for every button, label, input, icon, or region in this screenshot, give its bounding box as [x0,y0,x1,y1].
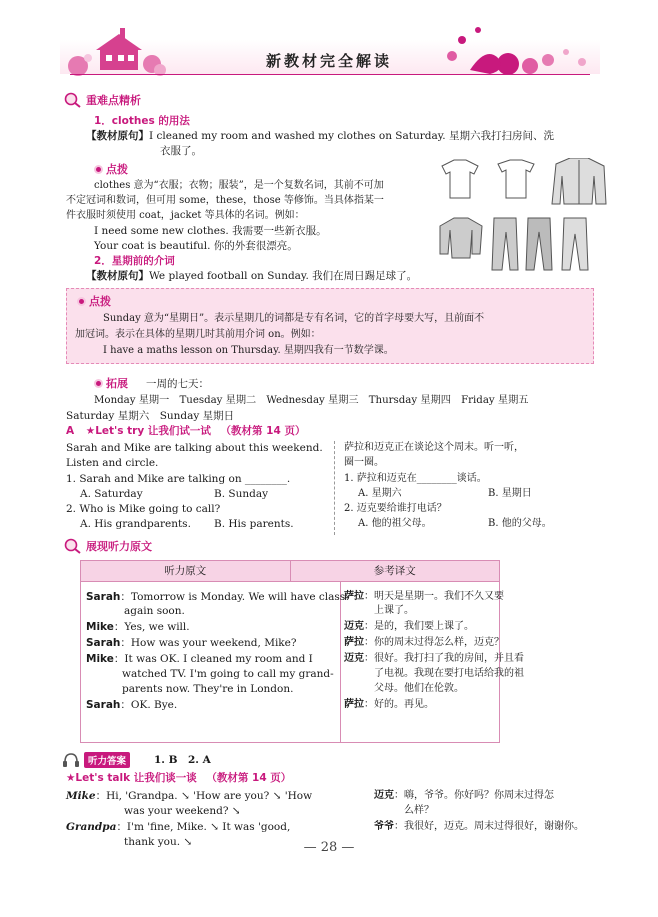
try-cn-q2: 2. 迈克要给谁打电话？ [344,503,447,514]
header-divider [70,74,590,75]
lets-talk-ref: （教材第 14 页） [206,772,292,784]
try-en-q2-a: A. His grandparents. [80,518,191,530]
try-en-q1-b: B. Sunday [214,488,269,500]
listening-answers: 1. B 2. A [154,754,211,766]
try-en-q1-a: A. Saturday [80,488,143,500]
extension-intro: 一周的七天： [146,378,209,390]
try-en-intro-1: Sarah and Mike are talking about this weekend. [66,442,323,454]
item2-source [86,269,417,283]
talk-cn-mike-line [374,789,554,803]
tip-line-2: 不定冠词和数词，但可用 some，these，those 等修饰。当具体指某一 [66,195,384,206]
table-row [344,590,504,604]
dialogue-text: ：明天是星期一。我们不久又要 [364,591,504,602]
talk-mike-line [66,789,312,803]
dialogue-text: ：是的，我们要上课了。 [364,621,474,632]
tip-line-3: 件衣服时须使用 coat，jacket 等具体的名词。例如： [66,210,305,221]
table-row [344,620,474,634]
box-tip-label: 点拨 [89,295,111,308]
speaker: 迈克 [344,621,364,632]
column-header-original: 听力原文 [81,561,291,581]
try-cn-q1-b: B. 星期日 [488,488,532,499]
section-heading-listening [64,538,152,554]
try-en-q2: 2. Who is Mike going to call? [66,503,221,515]
weekdays-line-2: Saturday 星期六 Sunday 星期日 [66,410,235,422]
dialogue-text: ：Hi, 'Grandpa. ↘ 'How are you? ↘ 'How [95,790,313,802]
header-title: 新教材完全解读 [265,52,392,70]
table-row [86,620,190,634]
lets-talk-title: ★Let's talk 让我们谈一谈 [66,772,197,784]
lets-talk-heading [66,771,291,785]
try-cn-q2-b: B. 他的父母。 [488,518,552,529]
source-text: We played football on Sunday. 我们在周日踢足球了。 [149,270,418,282]
lets-try-ref: （教材第 14 页） [220,425,306,437]
magnifier-icon [64,92,82,108]
extension-label: 拓展 [106,377,128,390]
item1-title: 1．clothes 的用法 [94,115,190,127]
tip-dot-icon [77,297,86,306]
table-row [86,590,345,604]
table-row-cont: again soon. [124,605,185,617]
speaker: Mike [86,621,114,633]
box-line-2: 加冠词。表示在具体的星期几时其前用介词 on。例如： [75,329,321,340]
headphones-icon [62,752,80,768]
dialogue-text: ：我很好，迈克。周末过得很好，谢谢你。 [394,821,584,832]
column-divider [334,441,335,535]
listening-table-header [80,560,500,582]
table-row [86,636,297,650]
talk-mike-line-cont: was your weekend? ↘ [124,805,241,817]
table-row [86,698,177,712]
box-line-3: I have a maths lesson on Thursday. 星期四我有一节数学课。 [103,345,394,356]
column-header-translation: 参考译文 [373,565,416,577]
table-row-cont: 父母。他们在伦敦。 [374,683,464,694]
dialogue-text: ：嗨，爷爷。你好吗？你周末过得怎 [394,790,554,801]
dialogue-text: ：很好。我打扫了我的房间，并且看 [364,653,524,664]
dialogue-text: ：It was OK. I cleaned my room and I [113,653,313,665]
dialogue-text: ：How was your weekend, Mike? [120,637,297,649]
try-en-q1: 1. Sarah and Mike are talking on ________. [66,473,291,485]
speaker: Mike [66,790,96,802]
try-cn-intro-2: 圈一圈。 [344,457,384,468]
try-cn-q2-a: A. 他的祖父母。 [358,518,432,529]
tip-line-1: clothes 意为“衣服；衣物；服装”，是一个复数名词，其前不可加 [94,180,384,191]
tip-label: 点拨 [106,163,128,176]
table-row-cont: watched TV. I'm going to call my grand- [122,668,334,680]
answer-badge [62,752,130,768]
dialogue-text: ：你的周末过得怎么样，迈克？ [364,637,504,648]
speaker: Sarah [86,699,121,711]
dialogue-text: ：好的。再见。 [364,699,434,710]
box-tip-badge [77,293,111,309]
tip-dot-icon [94,165,103,174]
table-column-divider [340,582,341,743]
speaker: 迈克 [374,790,394,801]
extension-badge [94,375,128,391]
box-line-1: Sunday 意为“星期日”。表示星期几的词都是专有名词，它的首字母要大写，且前面不 [103,313,485,324]
item2-title: 2．星期前的介词 [94,255,175,267]
table-row [344,652,524,666]
source-label: 【教材原句】 [86,130,149,142]
speaker: 萨拉 [344,591,364,602]
table-row-cont: parents now. They're in London. [122,683,294,695]
item1-source-cont: 衣服了。 [160,145,202,157]
speaker: 萨拉 [344,637,364,648]
speaker: Sarah [86,637,121,649]
try-cn-q1-a: A. 星期六 [358,488,402,499]
tip-example-2: Your coat is beautiful. 你的外套很漂亮。 [94,240,298,252]
item1-source [86,129,554,143]
try-en-q2-b: B. His parents. [214,518,294,530]
table-row-cont: 上课了。 [374,605,414,616]
source-text: I cleaned my room and washed my clothes on Saturday. 星期六我打扫房间、洗 [149,130,554,142]
try-cn-intro-1: 萨拉和迈克正在谈论这个周末。听一听， [344,442,524,453]
speaker: Mike [86,653,114,665]
lets-try-heading [66,424,305,438]
part-letter: A [66,425,75,437]
talk-grandpa-line [66,820,290,834]
answer-badge-label: 听力答案 [84,752,130,768]
page-number [0,840,658,855]
listening-title: 展现听力原文 [86,540,152,553]
table-row [344,698,434,712]
table-row [86,652,313,666]
dialogue-text: ：I'm 'fine, Mike. ↘ It was 'good, [116,821,291,833]
speaker: 萨拉 [344,699,364,710]
tip-example-1: I need some new clothes. 我需要一些新衣服。 [94,225,327,237]
speaker: Sarah [86,591,121,603]
source-label: 【教材原句】 [86,270,149,282]
speaker: 迈克 [344,653,364,664]
try-cn-q1: 1. 萨拉和迈克在________谈话。 [344,473,487,484]
clothes-illustration [436,158,614,276]
try-en-intro-2: Listen and circle. [66,457,159,469]
speaker: Grandpa [66,821,117,833]
page-number-text: — 28 — [303,840,355,855]
extension-dot-icon [94,379,103,388]
dialogue-text: ：Yes, we will. [113,621,190,633]
section-heading-key-points [64,92,141,108]
dialogue-text: ：Tomorrow is Monday. We will have class [120,591,346,603]
magnifier-icon [64,538,82,554]
tip-badge [94,161,128,177]
section-title: 重难点精析 [86,94,141,107]
lets-try-title: ★Let's try 让我们试一试 [85,425,211,437]
talk-grandpa-line-cont: thank you. ↘ [124,836,193,848]
table-row [344,636,504,650]
speaker: 爷爷 [374,821,394,832]
talk-cn-mike-line-cont: 么样？ [404,805,434,816]
tip-box [66,288,594,364]
weekdays-line-1: Monday 星期一 Tuesday 星期二 Wednesday 星期三 Thursday 星期四 Friday 星期五 [94,395,529,406]
table-row-cont: 了电视。我现在要打电话给我的祖 [374,668,524,679]
talk-cn-grandpa-line [374,820,584,834]
dialogue-text: ：OK. Bye. [120,699,178,711]
